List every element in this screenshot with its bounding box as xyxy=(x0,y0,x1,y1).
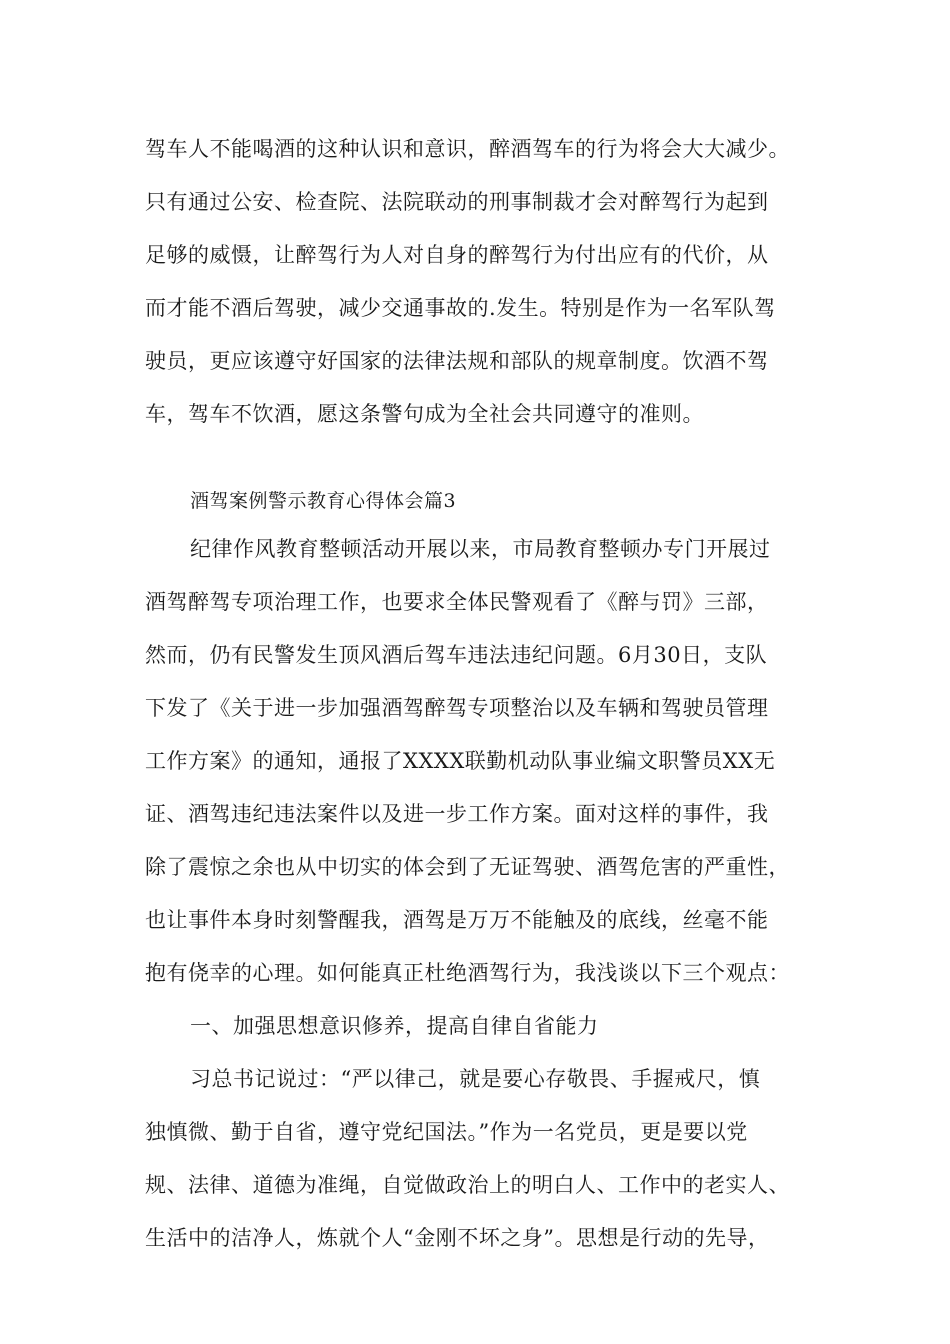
paragraph-line: 下发了《关于进一步加强酒驾醉驾专项整治以及车辆和驾驶员管理 xyxy=(145,696,769,720)
paragraph-line: 生活中的洁净人，炼就个人“金刚不坏之身”。思想是行动的先导， xyxy=(145,1226,770,1250)
paragraph-line: 也让事件本身时刻警醒我，酒驾是万万不能触及的底线，丝毫不能 xyxy=(145,908,769,932)
section-title: 酒驾案例警示教育心得体会篇3 xyxy=(190,490,457,512)
paragraph-line: 而才能不酒后驾驶，减少交通事故的.发生。特别是作为一名军队驾 xyxy=(145,296,776,320)
paragraph-line: 驾车人不能喝酒的这种认识和意识，醉酒驾车的行为将会大大减少。 xyxy=(145,137,790,161)
paragraph-line: 只有通过公安、检查院、法院联动的刑事制裁才会对醉驾行为起到 xyxy=(145,190,769,214)
paragraph-line: 证、酒驾违纪违法案件以及进一步工作方案。面对这样的事件，我 xyxy=(145,802,769,826)
paragraph-line: 工作方案》的通知，通报了XXXX联勤机动队事业编文职警员XX无 xyxy=(145,749,776,773)
paragraph-line: 然而，仍有民警发生顶风酒后驾车违法违纪问题。6月30日，支队 xyxy=(145,643,768,667)
paragraph-line: 酒驾醉驾专项治理工作，也要求全体民警观看了《醉与罚》三部， xyxy=(145,590,769,614)
paragraph-line: 驶员，更应该遵守好国家的法律法规和部队的规章制度。饮酒不驾 xyxy=(145,349,769,373)
paragraph-line: 抱有侥幸的心理。如何能真正杜绝酒驾行为，我浅谈以下三个观点： xyxy=(145,961,790,985)
paragraph-line: 纪律作风教育整顿活动开展以来，市局教育整顿办专门开展过 xyxy=(190,537,771,561)
paragraph-line: 除了震惊之余也从中切实的体会到了无证驾驶、酒驾危害的严重性， xyxy=(145,855,790,879)
paragraph-line: 足够的威慑，让醉驾行为人对自身的醉驾行为付出应有的代价，从 xyxy=(145,243,769,267)
subheading: 一、加强思想意识修养，提高自律自省能力 xyxy=(190,1014,599,1038)
paragraph-line: 独慎微、勤于自省，遵守党纪国法。”作为一名党员，更是要以党 xyxy=(145,1120,748,1144)
paragraph-line: 习总书记说过：“严以律己，就是要心存敬畏、手握戒尺，慎 xyxy=(190,1067,761,1091)
paragraph-line: 规、法律、道德为准绳，自觉做政治上的明白人、工作中的老实人、 xyxy=(145,1173,790,1197)
paragraph-line: 车，驾车不饮酒，愿这条警句成为全社会共同遵守的准则。 xyxy=(145,402,704,426)
